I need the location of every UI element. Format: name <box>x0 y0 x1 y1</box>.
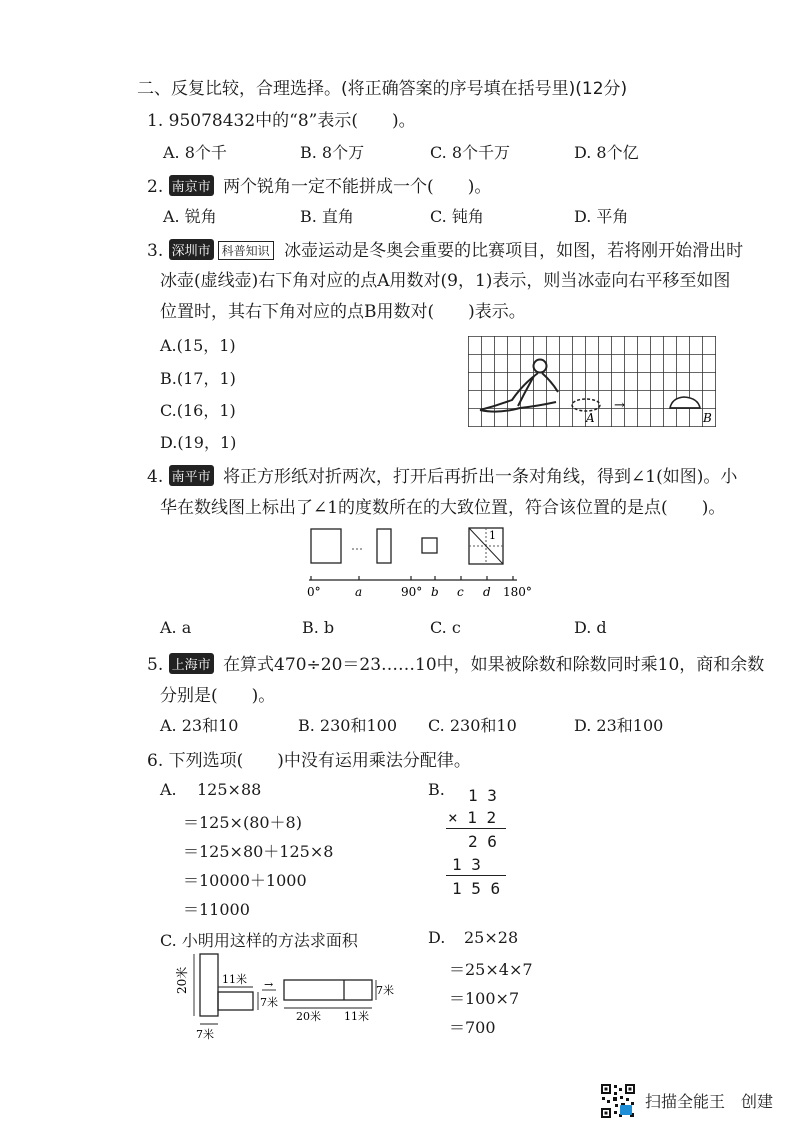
q6-a-line-5: ＝11000 <box>183 900 250 919</box>
q6-a-line-2: ＝125×(80＋8) <box>183 813 302 832</box>
qr-code-icon <box>600 1083 636 1119</box>
tick-b-label: b <box>431 585 439 599</box>
area-method-figure <box>172 950 392 1042</box>
q2-option-b: B. 直角 <box>300 207 354 226</box>
q6-d-line-1: 25×28 <box>464 928 519 947</box>
q6-b-row-1: 1 3 <box>468 786 497 805</box>
dim-11m-top: 11米 <box>222 973 247 986</box>
square-paper <box>311 529 341 563</box>
q5-region-tag: 上海市 <box>169 653 214 674</box>
q4-option-b: B. b <box>302 618 335 637</box>
footer-scanner-text: 扫描全能王 创建 <box>645 1092 774 1111</box>
dim-20m-vertical: 20米 <box>175 966 189 994</box>
question-4-line-1 <box>147 462 737 487</box>
combined-rectangle <box>284 980 372 1000</box>
q2-option-c: C. 钝角 <box>430 207 484 226</box>
q1-option-a: A. 8个千 <box>163 143 227 162</box>
tick-c-label: c <box>457 585 464 599</box>
moved-stone <box>670 397 700 408</box>
q4-option-d: D. d <box>574 618 607 637</box>
folded-once-paper <box>377 529 391 563</box>
dim-7m-combined: 7米 <box>376 984 394 997</box>
question-1: 1. 95078432中的“8”表示( )。 <box>147 111 416 131</box>
q5-number: 5. <box>147 655 164 675</box>
q6-d-line-2: ＝25×4×7 <box>449 960 533 979</box>
q6-d-line-3: ＝100×7 <box>449 989 520 1008</box>
q6-c-label: C. 小明用这样的方法求面积 <box>160 931 358 950</box>
question-5-line-1 <box>147 650 764 675</box>
q4-option-a: A. a <box>160 618 192 637</box>
q3-option-b: B.(17，1) <box>160 369 236 388</box>
q6-a-label: A. <box>160 780 177 799</box>
curling-grid-figure <box>468 336 718 428</box>
q4-text-1: 将正方形纸对折两次，打开后再折出一条对角线，得到∠1(如图)。小 <box>223 467 738 487</box>
tick-a-label: a <box>355 585 363 599</box>
q2-option-a: A. 锐角 <box>163 207 217 226</box>
point-b-label: B <box>703 411 712 425</box>
q2-region-tag: 南京市 <box>169 175 214 196</box>
tick-d-label: d <box>483 585 491 599</box>
point-a-label: A <box>586 411 595 425</box>
section-title: 二、反复比较，合理选择。(将正确答案的序号填在括号里)(12分) <box>137 79 628 99</box>
tall-rectangle <box>200 954 218 1016</box>
q2-text: 两个锐角一定不能拼成一个( )。 <box>223 177 492 197</box>
q6-a-line-3: ＝125×80＋125×8 <box>183 842 334 861</box>
q6-a-line-1: 125×88 <box>197 780 262 799</box>
q6-b-label: B. <box>428 780 445 799</box>
angle-1-label: 1 <box>489 529 496 542</box>
dim-7m-attached: 7米 <box>260 996 278 1009</box>
folding-number-line-figure <box>295 522 535 604</box>
q3-text-3: 位置时，其右下角对应的点B用数对( )表示。 <box>160 302 526 322</box>
q6-b-row-4: 1 3 <box>452 855 481 874</box>
q1-option-d: D. 8个亿 <box>574 143 639 162</box>
move-arrow-icon: → <box>614 398 625 413</box>
tick-0-deg-label: 0° <box>307 585 321 599</box>
question-2 <box>147 172 491 197</box>
q5-option-c: C. 230和10 <box>428 716 517 735</box>
ellipsis-dots <box>352 548 362 550</box>
q2-option-d: D. 平角 <box>574 207 629 226</box>
folded-twice-paper <box>422 538 437 553</box>
tick-90-deg-label: 90° <box>401 585 423 599</box>
q3-text-1: 冰壶运动是冬奥会重要的比赛项目，如图，若将刚开始滑出时 <box>284 241 744 261</box>
q6-b-rule-2 <box>446 875 506 876</box>
move-arrow-icon: → <box>264 978 274 991</box>
q6-b-row-3: 2 6 <box>468 832 497 851</box>
q5-text-2: 分别是( )。 <box>160 686 276 706</box>
q6-a-line-4: ＝10000＋1000 <box>183 871 307 890</box>
q1-option-b: B. 8个万 <box>300 143 365 162</box>
question-3-line-1 <box>147 236 743 261</box>
dim-7m-bottom: 7米 <box>196 1028 214 1041</box>
q6-d-label: D. <box>428 928 446 947</box>
dim-20m-combined: 20米 <box>296 1010 321 1023</box>
dashed-stone <box>572 399 600 411</box>
dim-11m-combined: 11米 <box>344 1010 369 1023</box>
q6-d-line-4: ＝700 <box>449 1018 496 1037</box>
q3-number: 3. <box>147 241 164 261</box>
q3-option-a: A.(15，1) <box>160 336 236 355</box>
q5-option-b: B. 230和100 <box>298 716 398 735</box>
q4-option-c: C. c <box>430 618 461 637</box>
q5-option-a: A. 23和10 <box>160 716 239 735</box>
q5-option-d: D. 23和100 <box>574 716 664 735</box>
q3-option-d: D.(19，1) <box>160 433 237 452</box>
q3-topic-tag: 科普知识 <box>218 241 274 260</box>
q4-region-tag: 南平市 <box>169 465 214 486</box>
q4-text-2: 华在数线图上标出了∠1的度数所在的大致位置，符合该位置的是点( )。 <box>160 498 726 518</box>
q5-text-1: 在算式470÷20＝23……10中，如果被除数和除数同时乘10，商和余数 <box>223 655 765 675</box>
q1-option-c: C. 8个千万 <box>430 143 511 162</box>
q4-number: 4. <box>147 467 164 487</box>
q3-region-tag: 深圳市 <box>169 239 214 260</box>
tick-180-deg-label: 180° <box>503 585 532 599</box>
q3-option-c: C.(16，1) <box>160 401 236 420</box>
attached-rectangle <box>218 992 253 1010</box>
q6-b-row-5: 1 5 6 <box>452 879 501 898</box>
q6-b-rule-1 <box>446 828 506 829</box>
question-6: 6. 下列选项( )中没有运用乘法分配律。 <box>147 751 471 771</box>
q6-b-row-2: × 1 2 <box>448 808 497 827</box>
q2-number: 2. <box>147 177 164 197</box>
q3-text-2: 冰壶(虚线壶)右下角对应的点A用数对(9，1)表示，则当冰壶向右平移至如图 <box>160 271 731 291</box>
